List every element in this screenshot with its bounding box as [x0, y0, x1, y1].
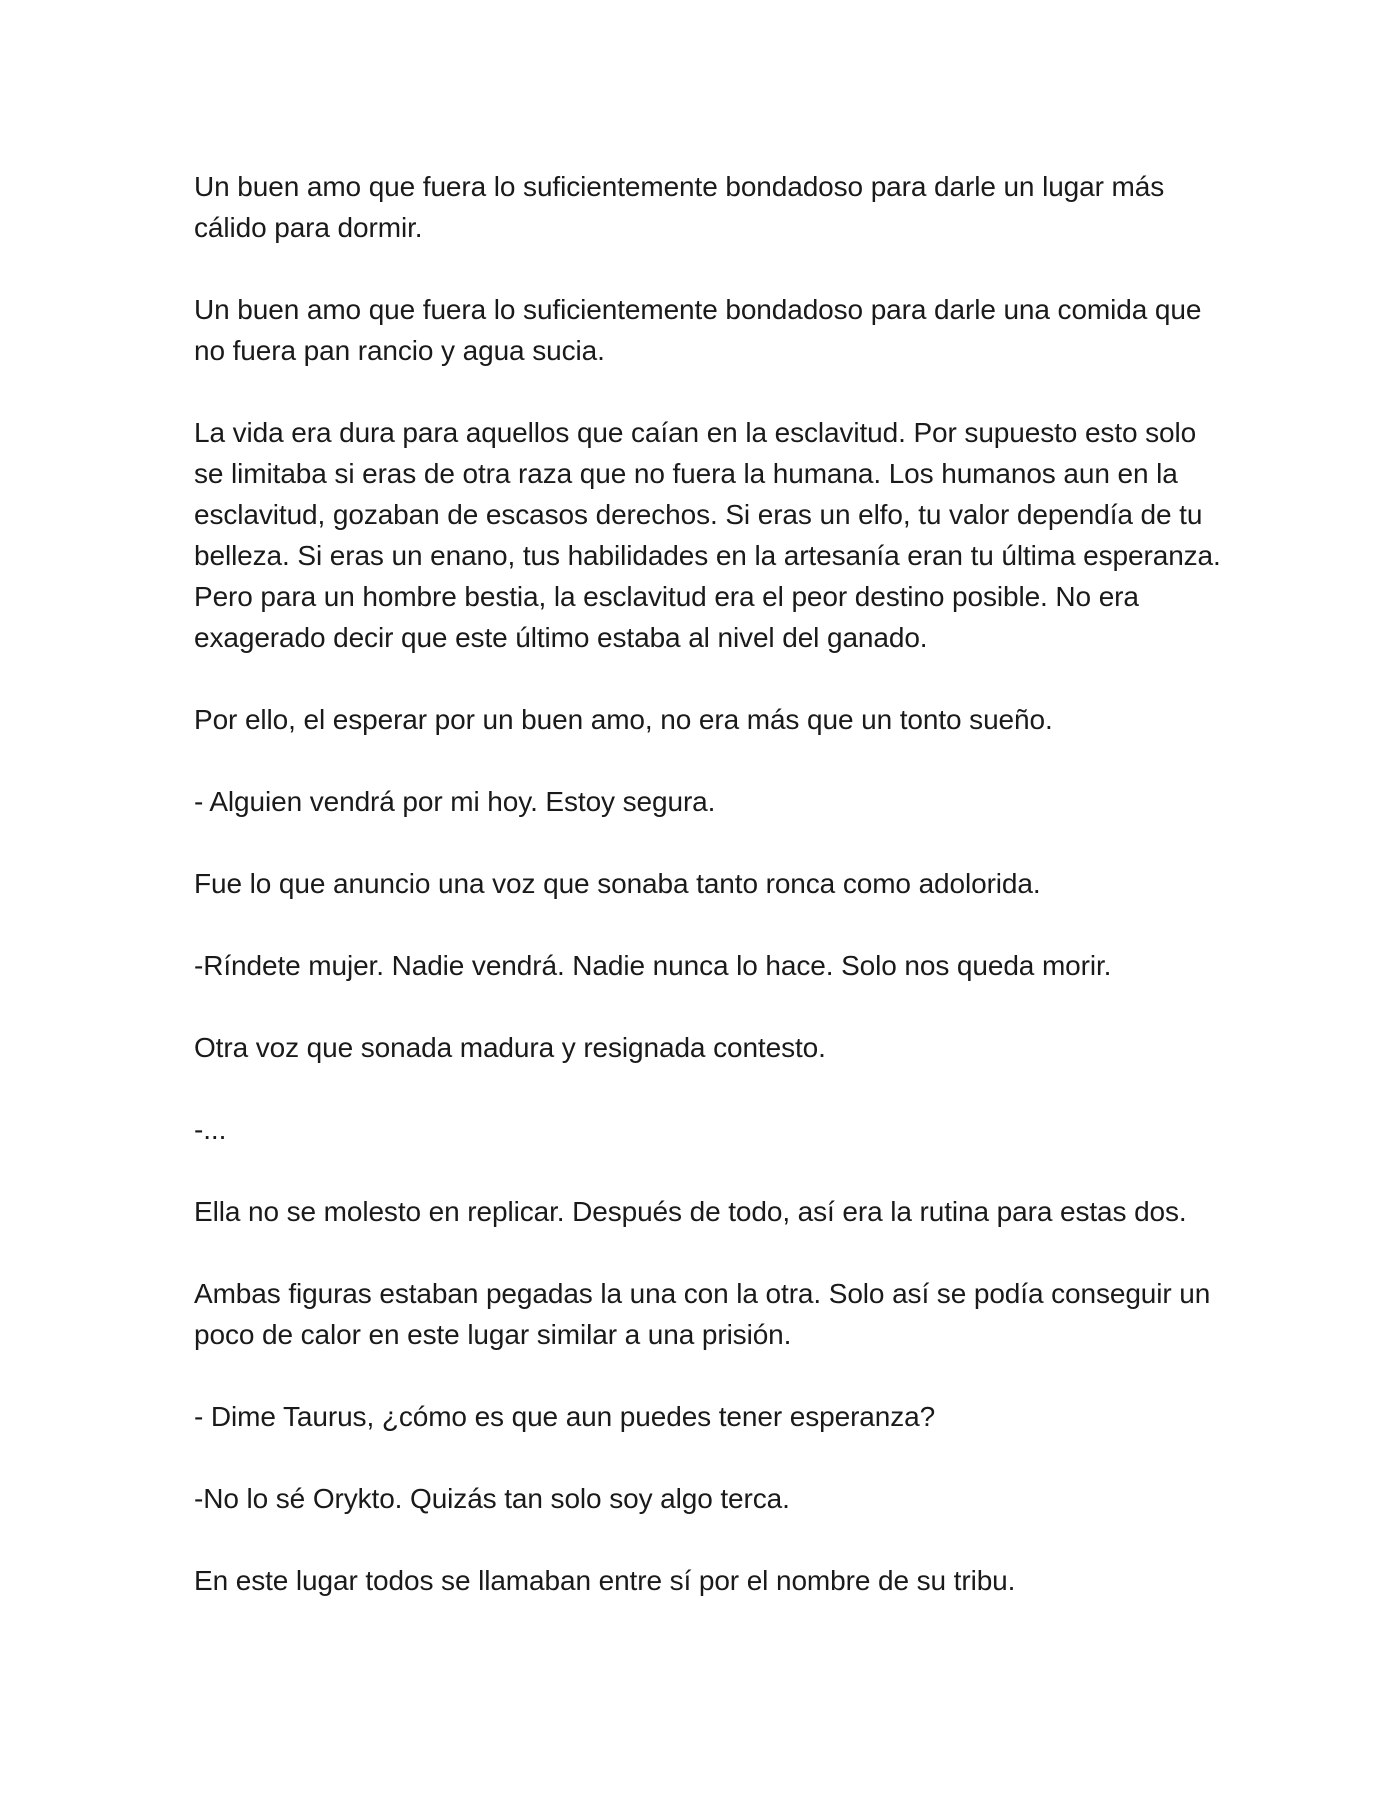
paragraph-12: - Dime Taurus, ¿cómo es que aun puedes tener esperanza? — [194, 1401, 936, 1432]
paragraph-7: -Ríndete mujer. Nadie vendrá. Nadie nunca lo hace. Solo nos queda morir. — [194, 950, 1112, 981]
paragraph-6: Fue lo que anuncio una voz que sonaba tanto ronca como adolorida. — [194, 868, 1041, 899]
paragraph-2: Un buen amo que fuera lo suficientemente bondadoso para darle una comida que no fuera pan rancio y agua sucia. — [194, 294, 1202, 366]
paragraph-9: -... — [194, 1114, 227, 1145]
paragraph-8: Otra voz que sonada madura y resignada contesto. — [194, 1032, 826, 1063]
paragraph-5: - Alguien vendrá por mi hoy. Estoy segura. — [194, 786, 716, 817]
paragraph-13: -No lo sé Orykto. Quizás tan solo soy algo terca. — [194, 1483, 790, 1514]
paragraph-1: Un buen amo que fuera lo suficientemente bondadoso para darle un lugar más cálido para dormir. — [194, 171, 1165, 243]
paragraph-14: En este lugar todos se llamaban entre sí por el nombre de su tribu. — [194, 1565, 1016, 1596]
paragraph-10: Ella no se molesto en replicar. Después de todo, así era la rutina para estas dos. — [194, 1196, 1187, 1227]
document-body — [194, 166, 1224, 1642]
paragraph-3: La vida era dura para aquellos que caían en la esclavitud. Por supuesto esto solo se limitaba si eras de otra raza que no fuera la humana. Los humanos aun en la esclavitud, gozaban de escasos derechos. Si eras un elfo, tu valor dependía de tu belleza. Si eras un enano, tus habilidades en la artesanía eran tu última esperanza. Pero para un hombre bestia, la esclavitud era el peor destino posible. No era exagerado decir que este último estaba al nivel del ganado. — [194, 417, 1221, 653]
paragraph-11: Ambas figuras estaban pegadas la una con la otra. Solo así se podía conseguir un poco de calor en este lugar similar a una prisión. — [194, 1278, 1211, 1350]
paragraph-4: Por ello, el esperar por un buen amo, no era más que un tonto sueño. — [194, 704, 1053, 735]
